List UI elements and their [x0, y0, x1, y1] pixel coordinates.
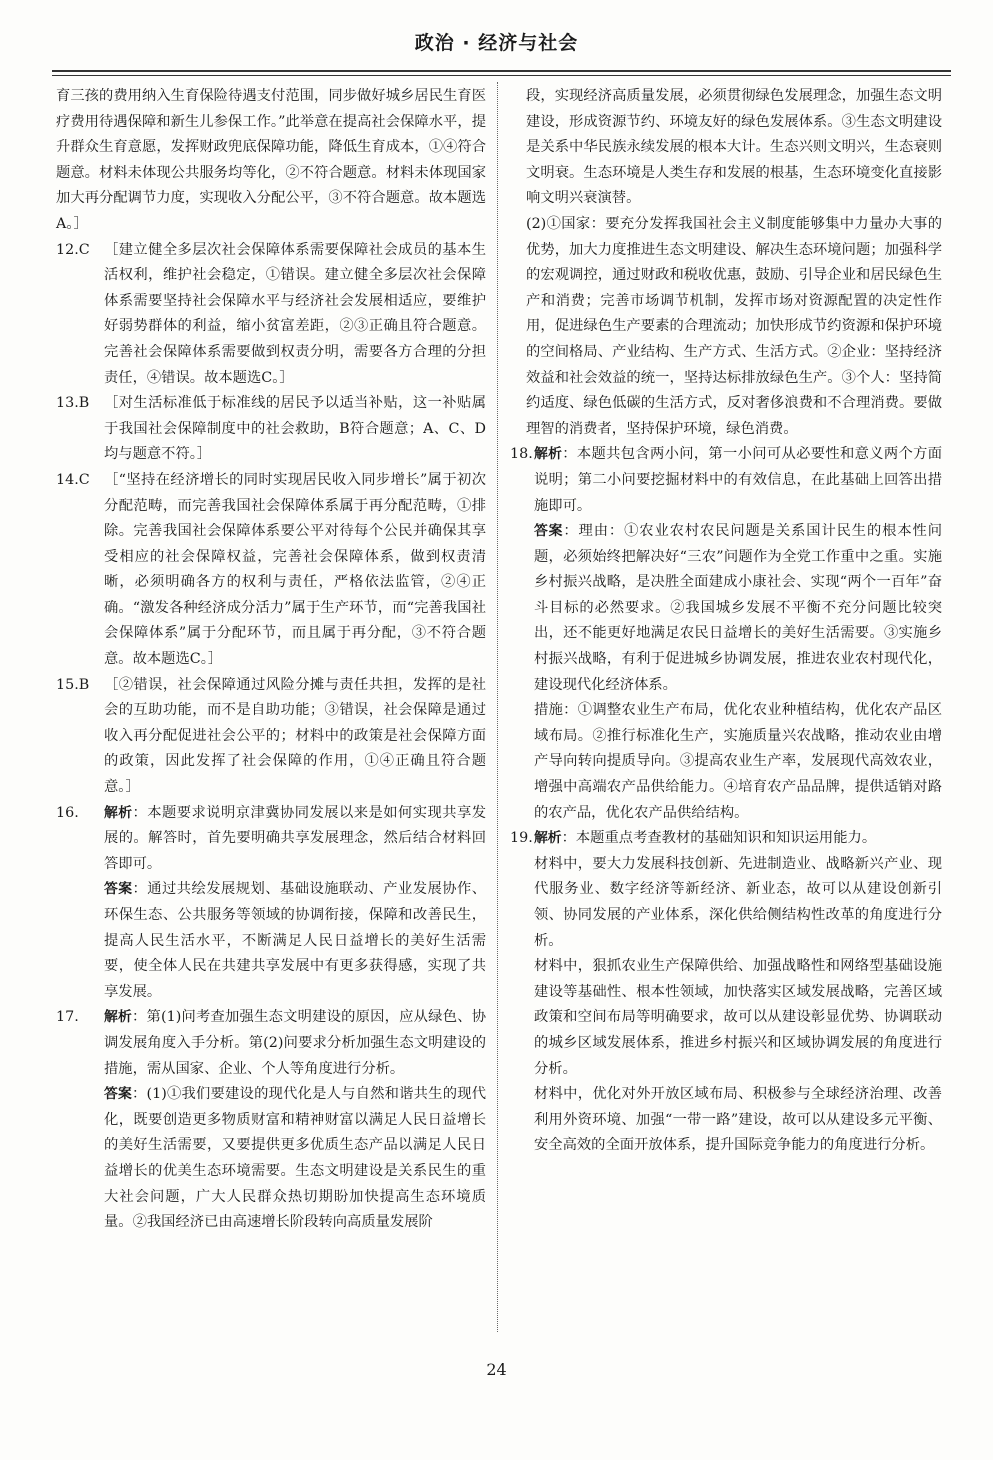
answer-13	[56, 391, 486, 468]
page-number: 24	[486, 1360, 507, 1379]
answer-15	[56, 673, 486, 801]
header-rule-thick	[52, 70, 951, 72]
answer-label: 答案	[104, 881, 133, 898]
answer-19	[510, 826, 942, 852]
answer-18	[510, 442, 942, 519]
answer-text: ：理由：①农业农村农民问题是关系国计民生的根本性问题，必须始终把解决好“三农”问题作为全党工作重中之重。实施乡村振兴战略，是决胜全面建成小康社会、实现“两个一百年”奋斗目标的必然要求。②我国城乡发展不平衡不充分问题比较突出，还不能更好地满足农民日益增长的美好生活需要。③实施乡村振兴战略，有利于促进城乡协调发展，推进农业农村现代化，建设现代化经济体系。	[534, 523, 943, 693]
answer-block	[534, 519, 942, 698]
answer-number: 14.C	[56, 471, 90, 488]
answer-block	[104, 877, 486, 1005]
answer-14	[56, 468, 486, 673]
left-column	[56, 84, 486, 1236]
answer-number: 12.C	[56, 241, 90, 258]
analysis-label: 解析	[104, 804, 133, 821]
analysis-text: ：本题共包含两小问，第一小问可从必要性和意义两个方面说明；第二小问要挖掘材料中的有效信息，在此基础上回答出措施即可。	[534, 446, 943, 514]
column-divider	[497, 82, 498, 1332]
measures-text: 措施：①调整农业生产布局，优化农业种植结构，优化农产品区域布局。②推行标准化生产，实施质量兴农战略，推动农业由增产导向转向提质导向。③提高农业生产率，发展现代高效农业，增强中高端农产品供给能力。④培育农产品品牌，提供适销对路的农产品，优化农产品供给结构。	[534, 702, 942, 821]
answer-number: 19.	[510, 830, 533, 847]
continued-answer-11: 育三孩的费用纳入生育保险待遇支付范围，同步做好城乡居民生育医疗费用待遇保障和新生儿参保工作。”此举意在提高社会保障水平，提升群众生育意愿，发挥财政兜底保障功能，降低生育成本，①④符合题意。材料未体现公共服务均等化，②不符合题意。材料未体现国家加大再分配调节力度，实现收入分配公平，③不符合题意。故本题选A。］	[56, 88, 486, 232]
material-paragraph-3: 材料中，优化对外开放区域布局、积极参与全球经济治理、改善利用外资环境、加强“一带一路”建设，故可以从建设多元平衡、安全高效的全面开放体系，提升国际竞争能力的角度进行分析。	[534, 1086, 942, 1154]
answer-number: 16.	[56, 804, 79, 821]
answer-text: ［建立健全多层次社会保障体系需要保障社会成员的基本生活权利，维护社会稳定，①错误。建立健全多层次社会保障体系需要坚持社会保障水平与经济社会发展相适应，要维护好弱势群体的利益，缩小贫富差距，②③正确且符合题意。完善社会保障体系需要做到权责分明，需要各方合理的分担责任，④错误。故本题选C。］	[104, 241, 486, 386]
answer-text: ［“坚持在经济增长的同时实现居民收入同步增长”属于初次分配范畴，而完善我国社会保障体系属于再分配范畴，①排除。完善我国社会保障体系要公平对待每个公民并确保其享受相应的社会保障权益，完善社会保障体系，做到权责清晰，必须明确各方的权利与责任，严格依法监管，②④正确。“激发各种经济成分活力”属于生产环节，而“完善我国社会保障体系”属于分配环节，而且属于再分配，③不符合题意。故本题选C。］	[104, 471, 486, 668]
answer-17-part2: (2)①国家：要充分发挥我国社会主义制度能够集中力量办大事的优势，加大力度推进生态文明建设、解决生态环境问题；加强科学的宏观调控，通过财政和税收优惠，鼓励、引导企业和居民绿色生产和消费；完善市场调节机制，发挥市场对资源配置的决定性作用，促进绿色生产要素的合理流动；加快形成节约资源和保护环境的空间格局、产业结构、生产方式、生活方式。②企业：坚持经济效益和社会效益的统一，坚持达标排放绿色生产。③个人：坚持简约适度、绿色低碳的生活方式，反对奢侈浪费和不合理消费。要做理智的消费者，坚持保护环境，绿色消费。	[526, 215, 942, 437]
answer-block	[104, 1082, 486, 1236]
answer-number: 17.	[56, 1009, 79, 1026]
answer-label: 答案	[534, 523, 564, 540]
answer-text: ［对生活标准低于标准线的居民予以适当补贴，这一补贴属于我国社会保障制度中的社会救助，B符合题意；A、C、D均与题意不符。］	[104, 395, 486, 463]
analysis-label: 解析	[534, 446, 563, 463]
analysis-label: 解析	[534, 830, 562, 847]
header-rule-thin	[52, 75, 951, 76]
analysis-text: ：本题重点考查教材的基础知识和知识运用能力。	[561, 830, 877, 847]
analysis-label: 解析	[104, 1009, 133, 1026]
answer-12	[56, 238, 486, 392]
answer-number: 15.B	[56, 676, 90, 693]
material-paragraph-1: 材料中，要大力发展科技创新、先进制造业、战略新兴产业、现代服务业、数字经济等新经济、新业态，故可以从建设创新引领、协同发展的产业体系，深化供给侧结构性改革的角度进行分析。	[534, 855, 942, 949]
analysis-text: ：本题要求说明京津冀协同发展以来是如何实现共享发展的。解答时，首先要明确共享发展理念，然后结合材料回答即可。	[104, 804, 487, 872]
answer-text: ：通过共绘发展规划、基础设施联动、产业发展协作、环保生态、公共服务等领域的协调衔接，保障和改善民生，提高人民生活水平，不断满足人民日益增长的美好生活需要，使全体人民在共建共享发展中有更多获得感，实现了共享发展。	[104, 881, 487, 1000]
answer-17	[56, 1005, 486, 1082]
page-header: 政治 · 经济与社会	[414, 32, 579, 54]
material-paragraph-2: 材料中，狠抓农业生产保障供给、加强战略性和网络型基础设施建设等基础性、根本性领域，加快落实区域发展战略，完善区域政策和空间布局等明确要求，故可以从建设彰显优势、协调联动的城乡区域发展体系，推进乡村振兴和区域协调发展的角度进行分析。	[534, 958, 942, 1077]
answer-label: 答案	[104, 1086, 133, 1103]
answer-number: 18.	[510, 446, 533, 463]
answer-text: ：(1)①我们要建设的现代化是人与自然和谐共生的现代化，既要创造更多物质财富和精神财富以满足人民日益增长的美好生活需要，又要提供更多优质生态产品以满足人民日益增长的优美生态环境需要。生态文明建设是关系民生的重大社会问题，广大人民群众热切期盼加快提高生态环境质量。②我国经济已由高速增长阶段转向高质量发展阶	[104, 1086, 487, 1231]
answer-number: 13.B	[56, 395, 90, 412]
analysis-text: ：第(1)问考查加强生态文明建设的原因，应从绿色、协调发展角度入手分析。第(2)问要求分析加强生态文明建设的措施，需从国家、企业、个人等角度进行分析。	[104, 1009, 487, 1077]
answer-17-continued: 段，实现经济高质量发展，必须贯彻绿色发展理念，加强生态文明建设，形成资源节约、环境友好的绿色发展体系。③生态文明建设是关系中华民族永续发展的根本大计。生态兴则文明兴，生态衰则文明衰。生态环境是人类生存和发展的根基，生态环境变化直接影响文明兴衰演替。	[526, 88, 942, 207]
answer-text: ［②错误，社会保障通过风险分摊与责任共担，发挥的是社会的互助功能，而不是自助功能；③错误，社会保障是通过收入再分配促进社会公平的；材料中的政策是社会保障方面的政策，因此发挥了社会保障的作用，①④正确且符合题意。］	[104, 676, 486, 796]
answer-16	[56, 801, 486, 878]
right-column	[510, 84, 942, 1159]
